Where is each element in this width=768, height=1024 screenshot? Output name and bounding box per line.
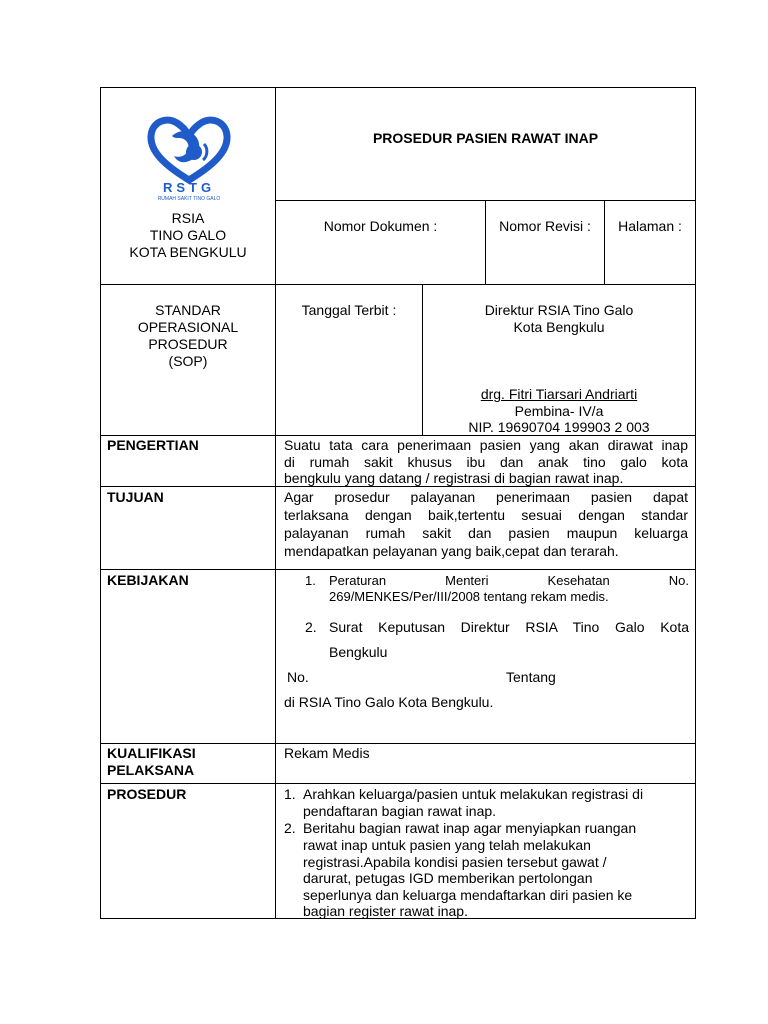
nomor-revisi-label: Nomor Revisi : bbox=[499, 218, 591, 234]
kebijakan-item-2-line-2: Bengkulu bbox=[329, 644, 388, 660]
kualifikasi-label-line-1: KUALIFIKASI bbox=[107, 745, 196, 761]
pengertian-line-3: bengkulu yang datang / registrasi di bagian rawat inap. bbox=[284, 470, 624, 486]
prosedur-item-1-line-1: Arahkan keluarga/pasien untuk melakukan registrasi di bbox=[303, 786, 644, 802]
table-border-right bbox=[695, 87, 696, 919]
kebijakan-item-1-line-1: Peraturan Menteri Kesehatan No. bbox=[329, 573, 689, 588]
org-name-line-2: TINO GALO bbox=[149, 227, 227, 243]
kualifikasi-value: Rekam Medis bbox=[284, 745, 370, 761]
kualifikasi-label-line-2: PELAKSANA bbox=[107, 762, 195, 778]
signatory-nip: NIP. 19690704 199903 2 003 bbox=[468, 419, 650, 435]
sop-label-line-2: OPERASIONAL bbox=[137, 319, 239, 335]
kebijakan-item-2-line-1: Surat Keputusan Direktur RSIA Tino Galo Kota bbox=[329, 619, 689, 635]
prosedur-item-1-number: 1. bbox=[284, 786, 296, 802]
kebijakan-item-2-number: 2. bbox=[305, 619, 317, 635]
signatory-rank: Pembina- IV/a bbox=[514, 403, 604, 419]
prosedur-label: PROSEDUR bbox=[107, 786, 187, 802]
tanggal-terbit-label: Tanggal Terbit : bbox=[301, 302, 397, 318]
direktur-line-2: Kota Bengkulu bbox=[513, 319, 605, 335]
tujuan-label: TUJUAN bbox=[107, 489, 164, 505]
kebijakan-closing: di RSIA Tino Galo Kota Bengkulu. bbox=[284, 694, 494, 710]
prosedur-item-2-line-6: bagian register rawat inap. bbox=[303, 903, 468, 919]
tujuan-line-2: terlaksana dengan baik,tertentu sesuai dengan standar bbox=[284, 507, 688, 523]
row-divider-sop bbox=[100, 284, 696, 285]
kebijakan-no-label: No. bbox=[287, 669, 309, 685]
prosedur-item-2-line-4: darurat, petugas IGD memberikan pertolongan bbox=[303, 870, 593, 886]
kebijakan-label: KEBIJAKAN bbox=[107, 572, 189, 588]
sop-label-line-4: (SOP) bbox=[168, 353, 208, 369]
org-name-line-3: KOTA BENGKULU bbox=[129, 244, 247, 260]
kebijakan-item-1-number: 1. bbox=[305, 573, 316, 588]
pengertian-line-1: Suatu tata cara penerimaan pasien yang akan dirawat inap bbox=[284, 437, 688, 453]
row-divider-kebijakan bbox=[100, 569, 696, 570]
pengertian-line-2: di rumah sakit khusus ibu dan anak tino galo kota bbox=[284, 454, 688, 470]
tujuan-line-1: Agar prosedur palayanan penerimaan pasien dapat bbox=[284, 489, 688, 505]
row-divider-prosedur bbox=[100, 783, 696, 784]
pengertian-label: PENGERTIAN bbox=[107, 437, 199, 453]
tujuan-line-4: mendapatkan pelayanan yang baik,cepat dan terarah. bbox=[284, 543, 619, 559]
header-col-divider-1 bbox=[485, 200, 486, 285]
prosedur-item-2-line-2: rawat inap untuk pasien yang telah melakukan bbox=[303, 837, 591, 853]
kebijakan-tentang-label: Tentang bbox=[506, 669, 556, 685]
prosedur-item-2-line-5: seperlunya dan keluarga mendaftarkan diri pasien ke bbox=[303, 887, 633, 903]
header-col-divider-2 bbox=[604, 200, 605, 285]
hospital-logo bbox=[146, 114, 232, 206]
halaman-label: Halaman : bbox=[618, 218, 682, 234]
org-name-line-1: RSIA bbox=[171, 210, 205, 226]
logo-subtext: RUMAH SAKIT TINO GALO bbox=[157, 196, 221, 202]
tujuan-line-3: palayanan rumah sakit dan pasien maupun keluarga bbox=[284, 525, 688, 541]
prosedur-item-2-line-3: registrasi.Apabila kondisi pasien tersebut gawat / bbox=[303, 854, 607, 870]
sop-label-line-1: STANDAR bbox=[155, 302, 221, 318]
table-border-top bbox=[100, 87, 696, 88]
logo-text: RSTG bbox=[162, 180, 216, 195]
row-divider-kualifikasi bbox=[100, 743, 696, 744]
prosedur-item-2-number: 2. bbox=[284, 820, 296, 836]
prosedur-item-1-line-2: pendaftaran bagian rawat inap. bbox=[303, 803, 497, 819]
sop-label-line-3: PROSEDUR bbox=[148, 336, 228, 352]
table-column-divider bbox=[275, 87, 276, 919]
direktur-line-1: Direktur RSIA Tino Galo bbox=[484, 302, 634, 318]
kebijakan-item-1-line-2: 269/MENKES/Per/III/2008 tentang rekam medis. bbox=[329, 589, 609, 604]
signatory-name: drg. Fitri Tiarsari Andriarti bbox=[480, 386, 638, 402]
nomor-dokumen-label: Nomor Dokumen : bbox=[323, 218, 438, 234]
prosedur-item-2-line-1: Beritahu bagian rawat inap agar menyiapkan ruangan bbox=[303, 820, 637, 836]
document-title: PROSEDUR PASIEN RAWAT INAP bbox=[372, 130, 599, 146]
